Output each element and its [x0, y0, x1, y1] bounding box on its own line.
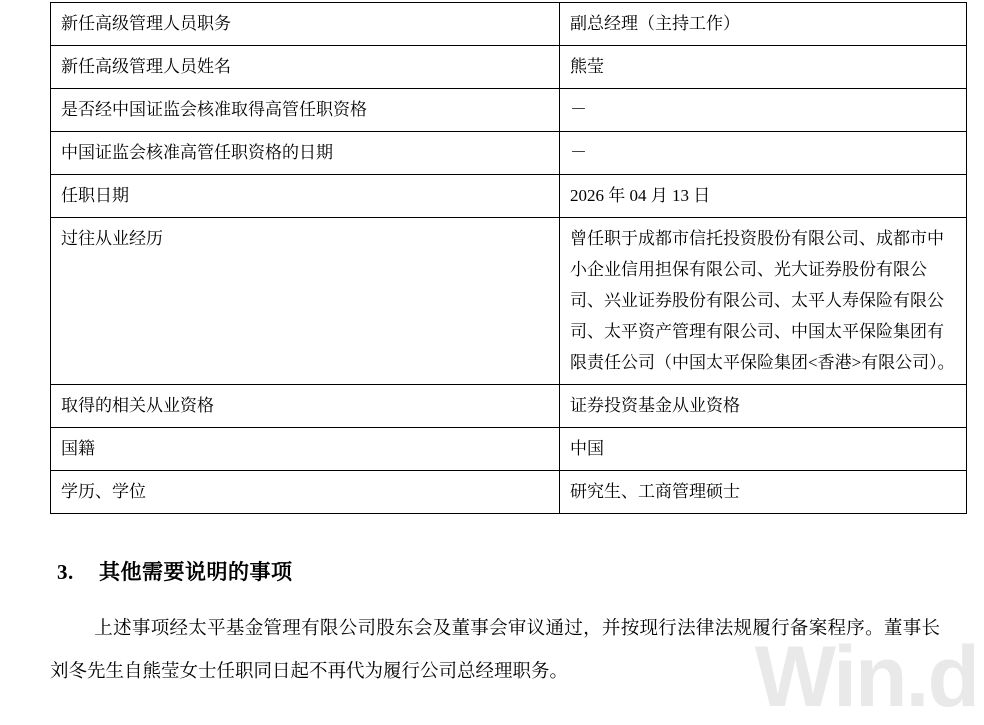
row-value-text: 曾任职于成都市信托投资股份有限公司、成都市中小企业信用担保有限公司、光大证券股份有限公司、兴业证券股份有限公司、太平人寿保险有限公司、太平资产管理有限公司、中国太平保险集团有限责任公司（中国太平保险集团<香港>有限公司）。 [570, 229, 955, 372]
row-label [51, 3, 560, 46]
row-value-text: － [570, 143, 587, 162]
row-value [560, 218, 967, 385]
section-title: 其他需要说明的事项 [99, 560, 293, 584]
row-value [560, 175, 967, 218]
table-row [51, 471, 967, 514]
row-label-text: 任职日期 [61, 186, 129, 205]
table-row [51, 3, 967, 46]
section-heading [57, 556, 293, 586]
row-label-text: 新任高级管理人员职务 [61, 14, 231, 33]
table-body [51, 3, 967, 514]
row-label-text: 是否经中国证监会核准取得高管任职资格 [61, 100, 367, 119]
table-row [51, 46, 967, 89]
row-value-text: 2026 年 04 月 13 日 [570, 186, 711, 205]
row-label-text: 取得的相关从业资格 [61, 396, 214, 415]
row-value-text: 中国 [570, 439, 604, 458]
row-value-text: 证券投资基金从业资格 [570, 396, 740, 415]
row-value [560, 46, 967, 89]
row-value [560, 428, 967, 471]
table-row [51, 428, 967, 471]
row-label-text: 中国证监会核准高管任职资格的日期 [61, 143, 333, 162]
table-row [51, 132, 967, 175]
row-value-text: 研究生、工商管理硕士 [570, 482, 740, 501]
row-value [560, 471, 967, 514]
row-label-text: 学历、学位 [61, 482, 146, 501]
row-label-text: 新任高级管理人员姓名 [61, 57, 231, 76]
paragraph-text: 上述事项经太平基金管理有限公司股东会及董事会审议通过，并按现行法律法规履行备案程序。董事长刘冬先生自熊莹女士任职同日起不再代为履行公司总经理职务。 [50, 619, 940, 682]
watermark: Win.d [754, 629, 978, 725]
row-value-text: 副总经理（主持工作） [570, 14, 740, 33]
row-value [560, 132, 967, 175]
table-row [51, 89, 967, 132]
row-label [51, 428, 560, 471]
row-label [51, 89, 560, 132]
row-label-text: 国籍 [61, 439, 95, 458]
executive-info-table [50, 2, 967, 514]
table-row [51, 385, 967, 428]
body-paragraph [50, 608, 940, 694]
section-number: 3. [57, 560, 74, 584]
row-label [51, 218, 560, 385]
row-label [51, 175, 560, 218]
row-label-text: 过往从业经历 [61, 229, 163, 248]
row-value [560, 385, 967, 428]
row-value-text: － [570, 100, 587, 119]
row-value-text: 熊莹 [570, 57, 604, 76]
row-label [51, 132, 560, 175]
row-label [51, 471, 560, 514]
row-label [51, 385, 560, 428]
table-row [51, 218, 967, 385]
row-value [560, 89, 967, 132]
row-label [51, 46, 560, 89]
table-row [51, 175, 967, 218]
row-value [560, 3, 967, 46]
